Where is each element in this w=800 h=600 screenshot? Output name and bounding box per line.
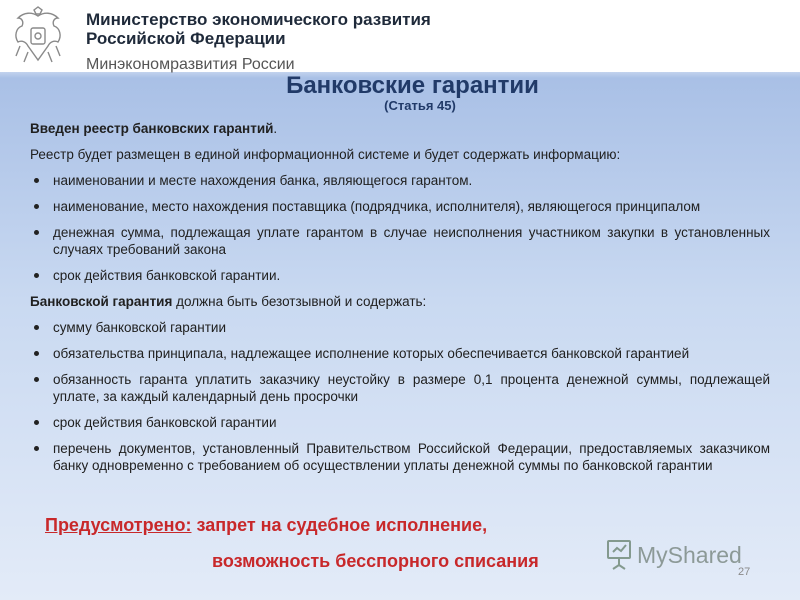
list-item xyxy=(30,414,770,431)
list-item xyxy=(30,267,770,284)
bullet-icon xyxy=(34,204,39,209)
list-item xyxy=(30,440,770,474)
provided-note xyxy=(45,515,487,536)
bullet-icon xyxy=(34,178,39,183)
bullet-icon xyxy=(34,420,39,425)
intro-rest: . xyxy=(273,121,278,136)
guarantee-bold: Банковской гарантия xyxy=(30,294,173,309)
bullet-icon xyxy=(34,351,39,356)
list-item-text: срок действия банковской гарантии xyxy=(53,415,277,430)
list-item xyxy=(30,172,770,189)
list-item-text: обязанность гаранта уплатить заказчику неустойку в размере 0,1 процента денежной суммы, подлежащей уплате, за каждый календарный день просрочки xyxy=(53,372,770,404)
bullet-icon xyxy=(34,273,39,278)
ministry-name xyxy=(86,10,431,74)
guarantee-list xyxy=(30,319,770,474)
list-item-text: срок действия банковской гарантии. xyxy=(53,268,281,283)
provided-note-continued: возможность бесспорного списания xyxy=(212,551,539,571)
ministry-short-name: Минэкономразвития России xyxy=(86,56,295,73)
presentation-board-icon xyxy=(608,541,630,569)
list-item-text: обязательства принципала, надлежащее исполнение которых обеспечивается банковской гарантией xyxy=(53,346,690,361)
bullet-icon xyxy=(34,377,39,382)
slide-subtitle: (Статья 45) xyxy=(384,98,456,113)
ministry-line-2: Российской Федерации xyxy=(86,29,286,48)
page-number: 27 xyxy=(738,566,751,578)
guarantee-paragraph xyxy=(30,293,770,310)
list-item-text: наименование, место нахождения поставщика (подрядчика, исполнителя), являющегося принципалом xyxy=(53,199,701,214)
guarantee-rest: должна быть безотзывной и содержать: xyxy=(172,294,427,309)
intro-bold: Введен реестр банковских гарантий xyxy=(30,121,274,136)
list-item xyxy=(30,345,770,362)
watermark-text: MyShared xyxy=(637,542,742,568)
registry-paragraph: Реестр будет размещен в единой информационной системе и будет содержать информацию: xyxy=(30,147,621,162)
bullet-icon xyxy=(34,446,39,451)
bullet-icon xyxy=(34,230,39,235)
list-item xyxy=(30,198,770,215)
provided-label: Предусмотрено: xyxy=(45,515,192,535)
list-item-text: сумму банковской гарантии xyxy=(53,320,227,335)
list-item xyxy=(30,371,770,405)
ministry-line-1: Министерство экономического развития xyxy=(86,10,431,29)
header xyxy=(0,0,800,72)
registry-list xyxy=(30,172,770,284)
list-item-text: наименовании и месте нахождения банка, являющегося гарантом. xyxy=(53,173,473,188)
slide-title: Банковские гарантии xyxy=(286,72,539,99)
double-headed-eagle-icon xyxy=(10,6,66,66)
title-block xyxy=(0,72,800,113)
provided-text: запрет на судебное исполнение, xyxy=(191,515,488,535)
list-item-text: денежная сумма, подлежащая уплате гарантом в случае неисполнения участником закупки в установленных случаях требований закона xyxy=(53,225,770,257)
intro-paragraph xyxy=(30,120,770,137)
list-item-text: перечень документов, установленный Правительством Российской Федерации, предоставляемых заказчиком банку одновременно с требованием об осуществлении уплаты денежной суммы по банковской гарантии xyxy=(53,441,770,473)
slide-content xyxy=(30,120,770,483)
bullet-icon xyxy=(34,325,39,330)
list-item xyxy=(30,224,770,258)
list-item xyxy=(30,319,770,336)
